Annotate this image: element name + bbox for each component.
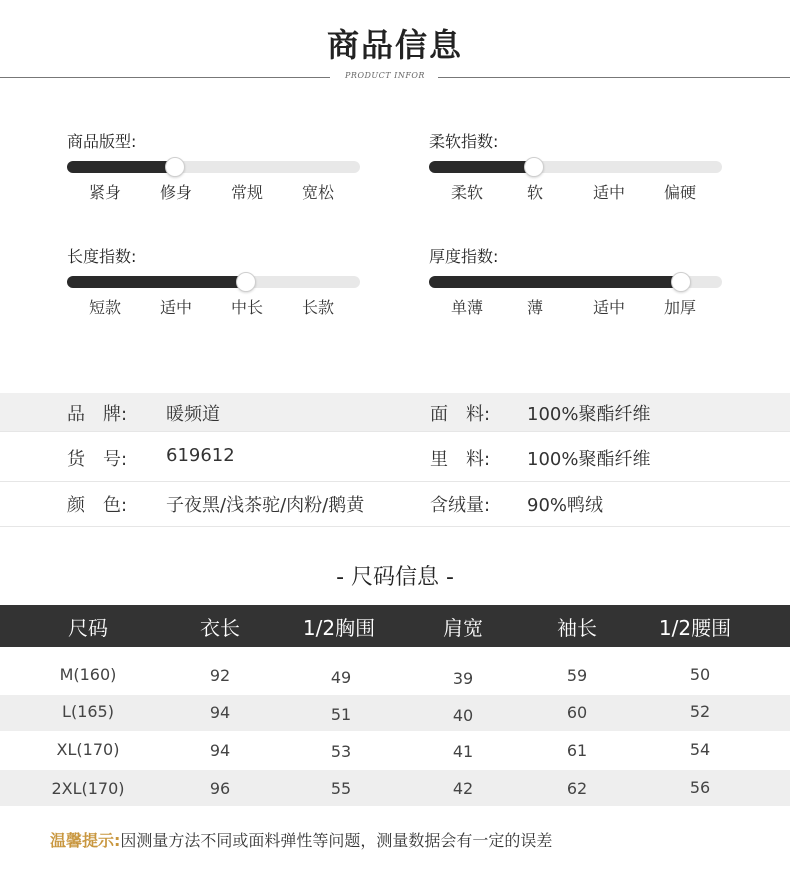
index-option: 薄 xyxy=(526,298,543,317)
item-number-value: 619612 xyxy=(166,445,235,466)
size-cell: 60 xyxy=(566,703,588,722)
index-option: 偏硬 xyxy=(663,183,696,202)
index-option: 加厚 xyxy=(663,298,696,317)
size-cell: 2XL(170) xyxy=(51,779,125,798)
size-cell: 39 xyxy=(452,669,474,688)
brand-value: 暖频道 xyxy=(166,404,220,425)
info-label: 颜 色: xyxy=(67,495,128,516)
index-title: 商品版型: xyxy=(67,132,137,151)
size-cell: 55 xyxy=(330,779,352,798)
size-cell: 94 xyxy=(209,741,231,760)
size-cell: 56 xyxy=(689,778,711,797)
index-knob xyxy=(524,157,544,177)
measurement-tip xyxy=(50,828,552,851)
size-cell: 53 xyxy=(330,742,352,761)
info-label: 含绒量: xyxy=(430,495,491,516)
header-divider-right xyxy=(438,77,790,78)
size-cell: 52 xyxy=(689,702,711,721)
index-title: 长度指数: xyxy=(67,247,137,266)
size-header-cell: 尺码 xyxy=(68,616,108,640)
size-cell: 61 xyxy=(566,741,588,760)
index-option: 适中 xyxy=(592,183,625,202)
down-content-value: 90%鸭绒 xyxy=(527,495,604,516)
index-option: 中长 xyxy=(230,298,263,317)
index-fill xyxy=(429,276,681,288)
index-option: 修身 xyxy=(159,183,192,202)
size-header-cell: 衣长 xyxy=(200,616,240,640)
index-option: 适中 xyxy=(159,298,192,317)
tip-label: 温馨提示: xyxy=(50,831,121,850)
size-cell: 59 xyxy=(566,666,588,685)
index-title: 厚度指数: xyxy=(429,247,499,266)
index-knob xyxy=(165,157,185,177)
size-cell: 50 xyxy=(689,665,711,684)
header-divider-left xyxy=(0,77,330,78)
size-cell: 92 xyxy=(209,666,231,685)
size-cell: 54 xyxy=(689,740,711,759)
size-cell: 62 xyxy=(566,779,588,798)
lining-value: 100%聚酯纤维 xyxy=(527,449,651,470)
size-header-cell: 袖长 xyxy=(557,616,597,640)
index-option: 软 xyxy=(526,183,543,202)
index-track xyxy=(67,161,360,173)
index-knob xyxy=(236,272,256,292)
index-option: 适中 xyxy=(592,298,625,317)
info-row-divider xyxy=(0,526,790,527)
index-fill xyxy=(429,161,534,173)
size-cell: 41 xyxy=(452,742,474,761)
index-fill xyxy=(67,161,175,173)
size-cell: 94 xyxy=(209,703,231,722)
size-cell: 40 xyxy=(452,706,474,725)
size-cell: 51 xyxy=(330,705,352,724)
info-label: 货 号: xyxy=(67,449,128,470)
index-option: 短款 xyxy=(88,298,121,317)
index-option: 长款 xyxy=(301,298,334,317)
page-subtitle: PRODUCT INFOR xyxy=(345,71,425,80)
index-knob xyxy=(671,272,691,292)
index-option: 常规 xyxy=(230,183,263,202)
size-cell: 42 xyxy=(452,779,474,798)
index-title: 柔软指数: xyxy=(429,132,499,151)
info-label: 面 料: xyxy=(430,404,491,425)
size-cell: M(160) xyxy=(59,665,117,684)
index-option: 紧身 xyxy=(88,183,121,202)
index-fill xyxy=(67,276,246,288)
index-option: 单薄 xyxy=(450,298,483,317)
info-label: 里 料: xyxy=(430,449,491,470)
index-option: 宽松 xyxy=(301,183,334,202)
color-value: 子夜黑/浅茶驼/肉粉/鹅黄 xyxy=(166,495,365,516)
tip-text: 因测量方法不同或面料弹性等问题，测量数据会有一定的误差 xyxy=(120,831,553,850)
size-header-cell: 1/2胸围 xyxy=(302,616,376,640)
info-row-divider xyxy=(0,481,790,482)
info-label: 品 牌: xyxy=(67,404,128,425)
size-header-cell: 肩宽 xyxy=(443,616,483,640)
size-cell: L(165) xyxy=(62,702,114,721)
size-cell: 49 xyxy=(330,668,352,687)
size-section-title: - 尺码信息 - xyxy=(336,565,454,590)
page-title: 商品信息 xyxy=(326,26,463,64)
index-option: 柔软 xyxy=(450,183,483,202)
size-cell: 96 xyxy=(209,779,231,798)
info-row-divider xyxy=(0,431,790,432)
index-track xyxy=(429,161,722,173)
index-track xyxy=(67,276,360,288)
size-header-cell: 1/2腰围 xyxy=(658,616,732,640)
size-cell: XL(170) xyxy=(56,740,120,759)
fabric-value: 100%聚酯纤维 xyxy=(527,404,651,425)
